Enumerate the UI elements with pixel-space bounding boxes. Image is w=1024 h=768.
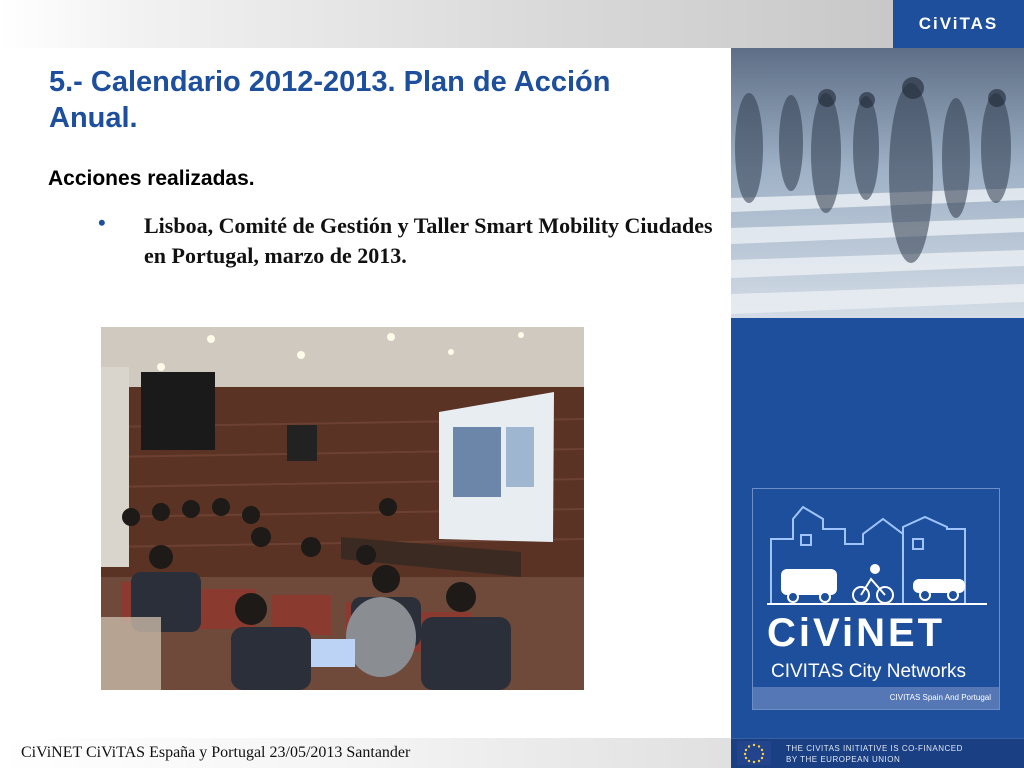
slide-title: 5.- Calendario 2012-2013. Plan de Acción Anual. <box>49 66 611 134</box>
civinet-logo <box>752 488 1000 710</box>
top-gradient-bar <box>0 0 893 48</box>
eu-notice-line1: THE CIVITAS INITIATIVE IS CO-FINANCED <box>786 744 963 753</box>
street-photo <box>731 48 1024 318</box>
bullet-marker: • <box>98 210 106 235</box>
eu-notice-text <box>786 743 1016 765</box>
slide-subtitle: Acciones realizadas. <box>48 167 255 190</box>
civitas-brand-text: CiViTAS <box>918 14 999 33</box>
civinet-logo-word: CiViNET <box>767 611 946 655</box>
civitas-brand-box <box>893 0 1024 48</box>
civinet-logo-subtitle: CIVITAS City Networks <box>771 661 966 682</box>
eu-notice-line2: BY THE EUROPEAN UNION <box>786 755 901 764</box>
civinet-logo-tagline: CIVITAS Spain And Portugal <box>753 687 999 709</box>
meeting-photo <box>101 327 584 690</box>
eu-flag-icon <box>737 741 771 765</box>
bullet-text: Lisboa, Comité de Gestión y Taller Smart Mobility Ciudades en Portugal, marzo de 2013. <box>144 213 713 268</box>
footer-text: CiViNET CiViTAS España y Portugal 23/05/2013 Santander <box>21 744 411 761</box>
